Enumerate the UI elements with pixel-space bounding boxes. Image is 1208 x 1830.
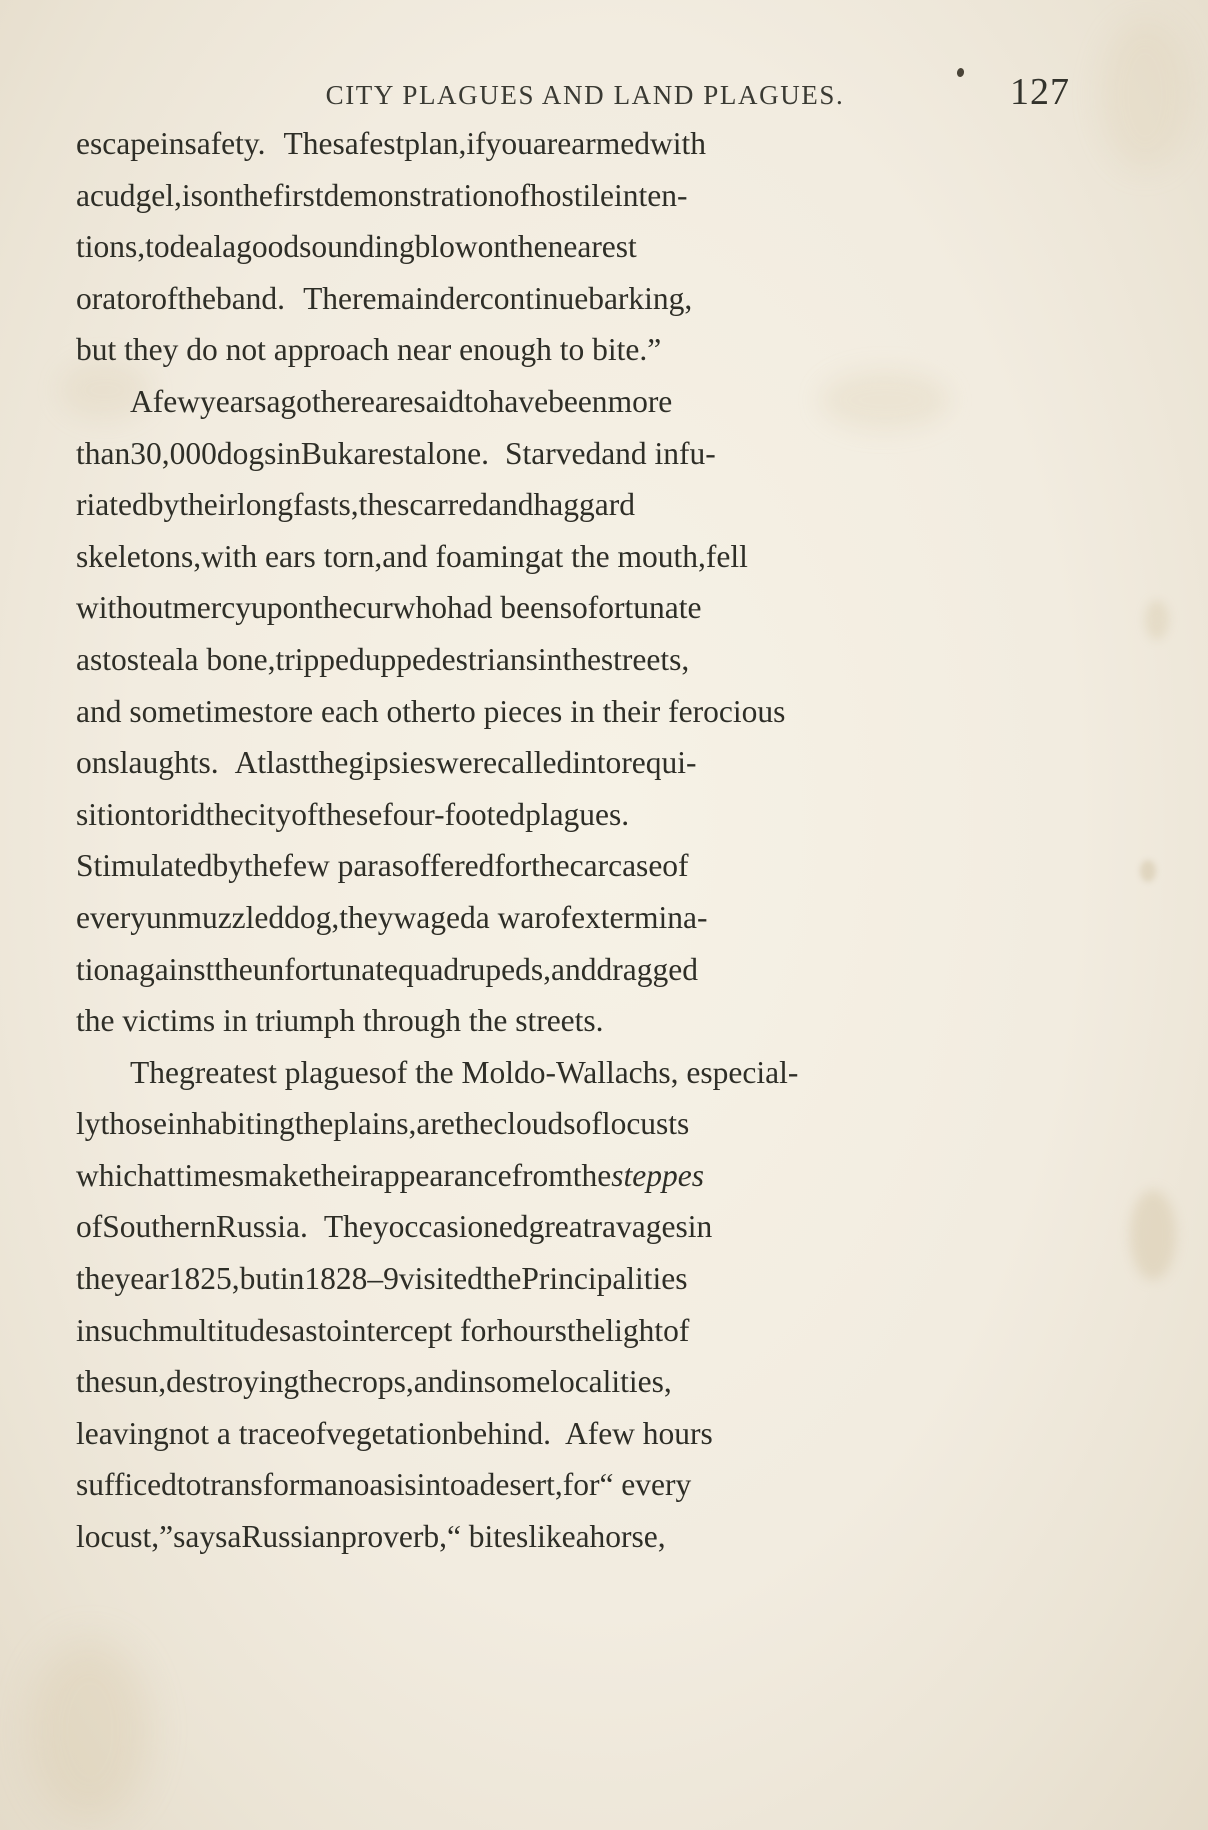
text-line: theyear1825,butin1828–9visitedthePrincipalities (76, 1261, 688, 1297)
paper-stain (1140, 860, 1156, 882)
page-header (0, 40, 1208, 113)
paper-stain (1145, 600, 1169, 640)
text-line: tions,todealagoodsoundingblowonthenearest (76, 229, 637, 265)
text-line: leavingnot a traceofvegetationbehind. Afew hours (76, 1415, 713, 1451)
paragraph (76, 1047, 1076, 1563)
text-line: ofSouthernRussia. Theyoccasionedgreatravagesin (76, 1209, 713, 1245)
text-line: sufficedtotransformanoasisintoadesert,for“ every (76, 1467, 692, 1503)
text-line: and sometimestore each otherto pieces in their ferocious (76, 693, 786, 729)
text-line: withoutmercyuponthecurwhohad beensofortunate (76, 590, 702, 626)
text-line: lythoseinhabitingtheplains,arethecloudsoflocusts (76, 1106, 690, 1142)
ink-speck (956, 67, 965, 77)
text-line: onslaughts. Atlastthegipsieswerecalledintorequi- (76, 745, 697, 781)
paper-stain (1130, 1190, 1176, 1280)
text-line: sitiontoridthecityofthesefour-footedplagues. (76, 796, 630, 832)
text-line: thesun,destroyingthecrops,andinsomelocalities, (76, 1364, 672, 1400)
text-line: than30,000dogsinBukarestalone. Starvedand infu- (76, 435, 716, 471)
text-line: Stimulatedbythefew parasofferedforthecarcaseof (76, 848, 689, 884)
text-line: whichattimesmaketheirappearancefromthesteppes (76, 1157, 705, 1193)
text-line: riatedbytheirlongfasts,thescarredandhaggard (76, 487, 635, 523)
text-line: Thegreatest plaguesof the Moldo-Wallachs, especial- (130, 1054, 799, 1090)
text-line: locust,”saysaRussianproverb,“ biteslikeahorse, (76, 1519, 666, 1555)
paragraph (76, 376, 1076, 1047)
text-line: oratoroftheband. Theremaindercontinuebarking, (76, 280, 693, 316)
running-title: CITY PLAGUES AND LAND PLAGUES. (325, 80, 845, 110)
text-line: escapeinsafety. Thesafestplan,ifyouarearmedwith (76, 126, 707, 161)
text-line: but they do not approach near enough to bite.” (76, 332, 662, 368)
body-text (76, 118, 1076, 1563)
text-line: the victims in triumph through the streets. (76, 1003, 604, 1039)
paragraph (76, 118, 1076, 376)
text-line: acudgel,isonthefirstdemonstrationofhostileinten- (76, 177, 688, 213)
text-line: insuchmultitudesastointercept forhoursthelightof (76, 1312, 690, 1348)
text-line: skeletons,with ears torn,and foamingat the mouth,fell (76, 538, 748, 574)
text-line: Afewyearsagotherearesaidtohavebeenmore (130, 383, 673, 419)
text-line: astosteala bone,trippeduppedestriansinthestreets, (76, 641, 690, 677)
page-number: 127 (1010, 71, 1070, 113)
paper-stain (30, 1640, 150, 1820)
text-line: everyunmuzzleddog,theywageda warofextermina- (76, 899, 708, 935)
text-line: tionagainsttheunfortunatequadrupeds,anddragged (76, 951, 698, 987)
